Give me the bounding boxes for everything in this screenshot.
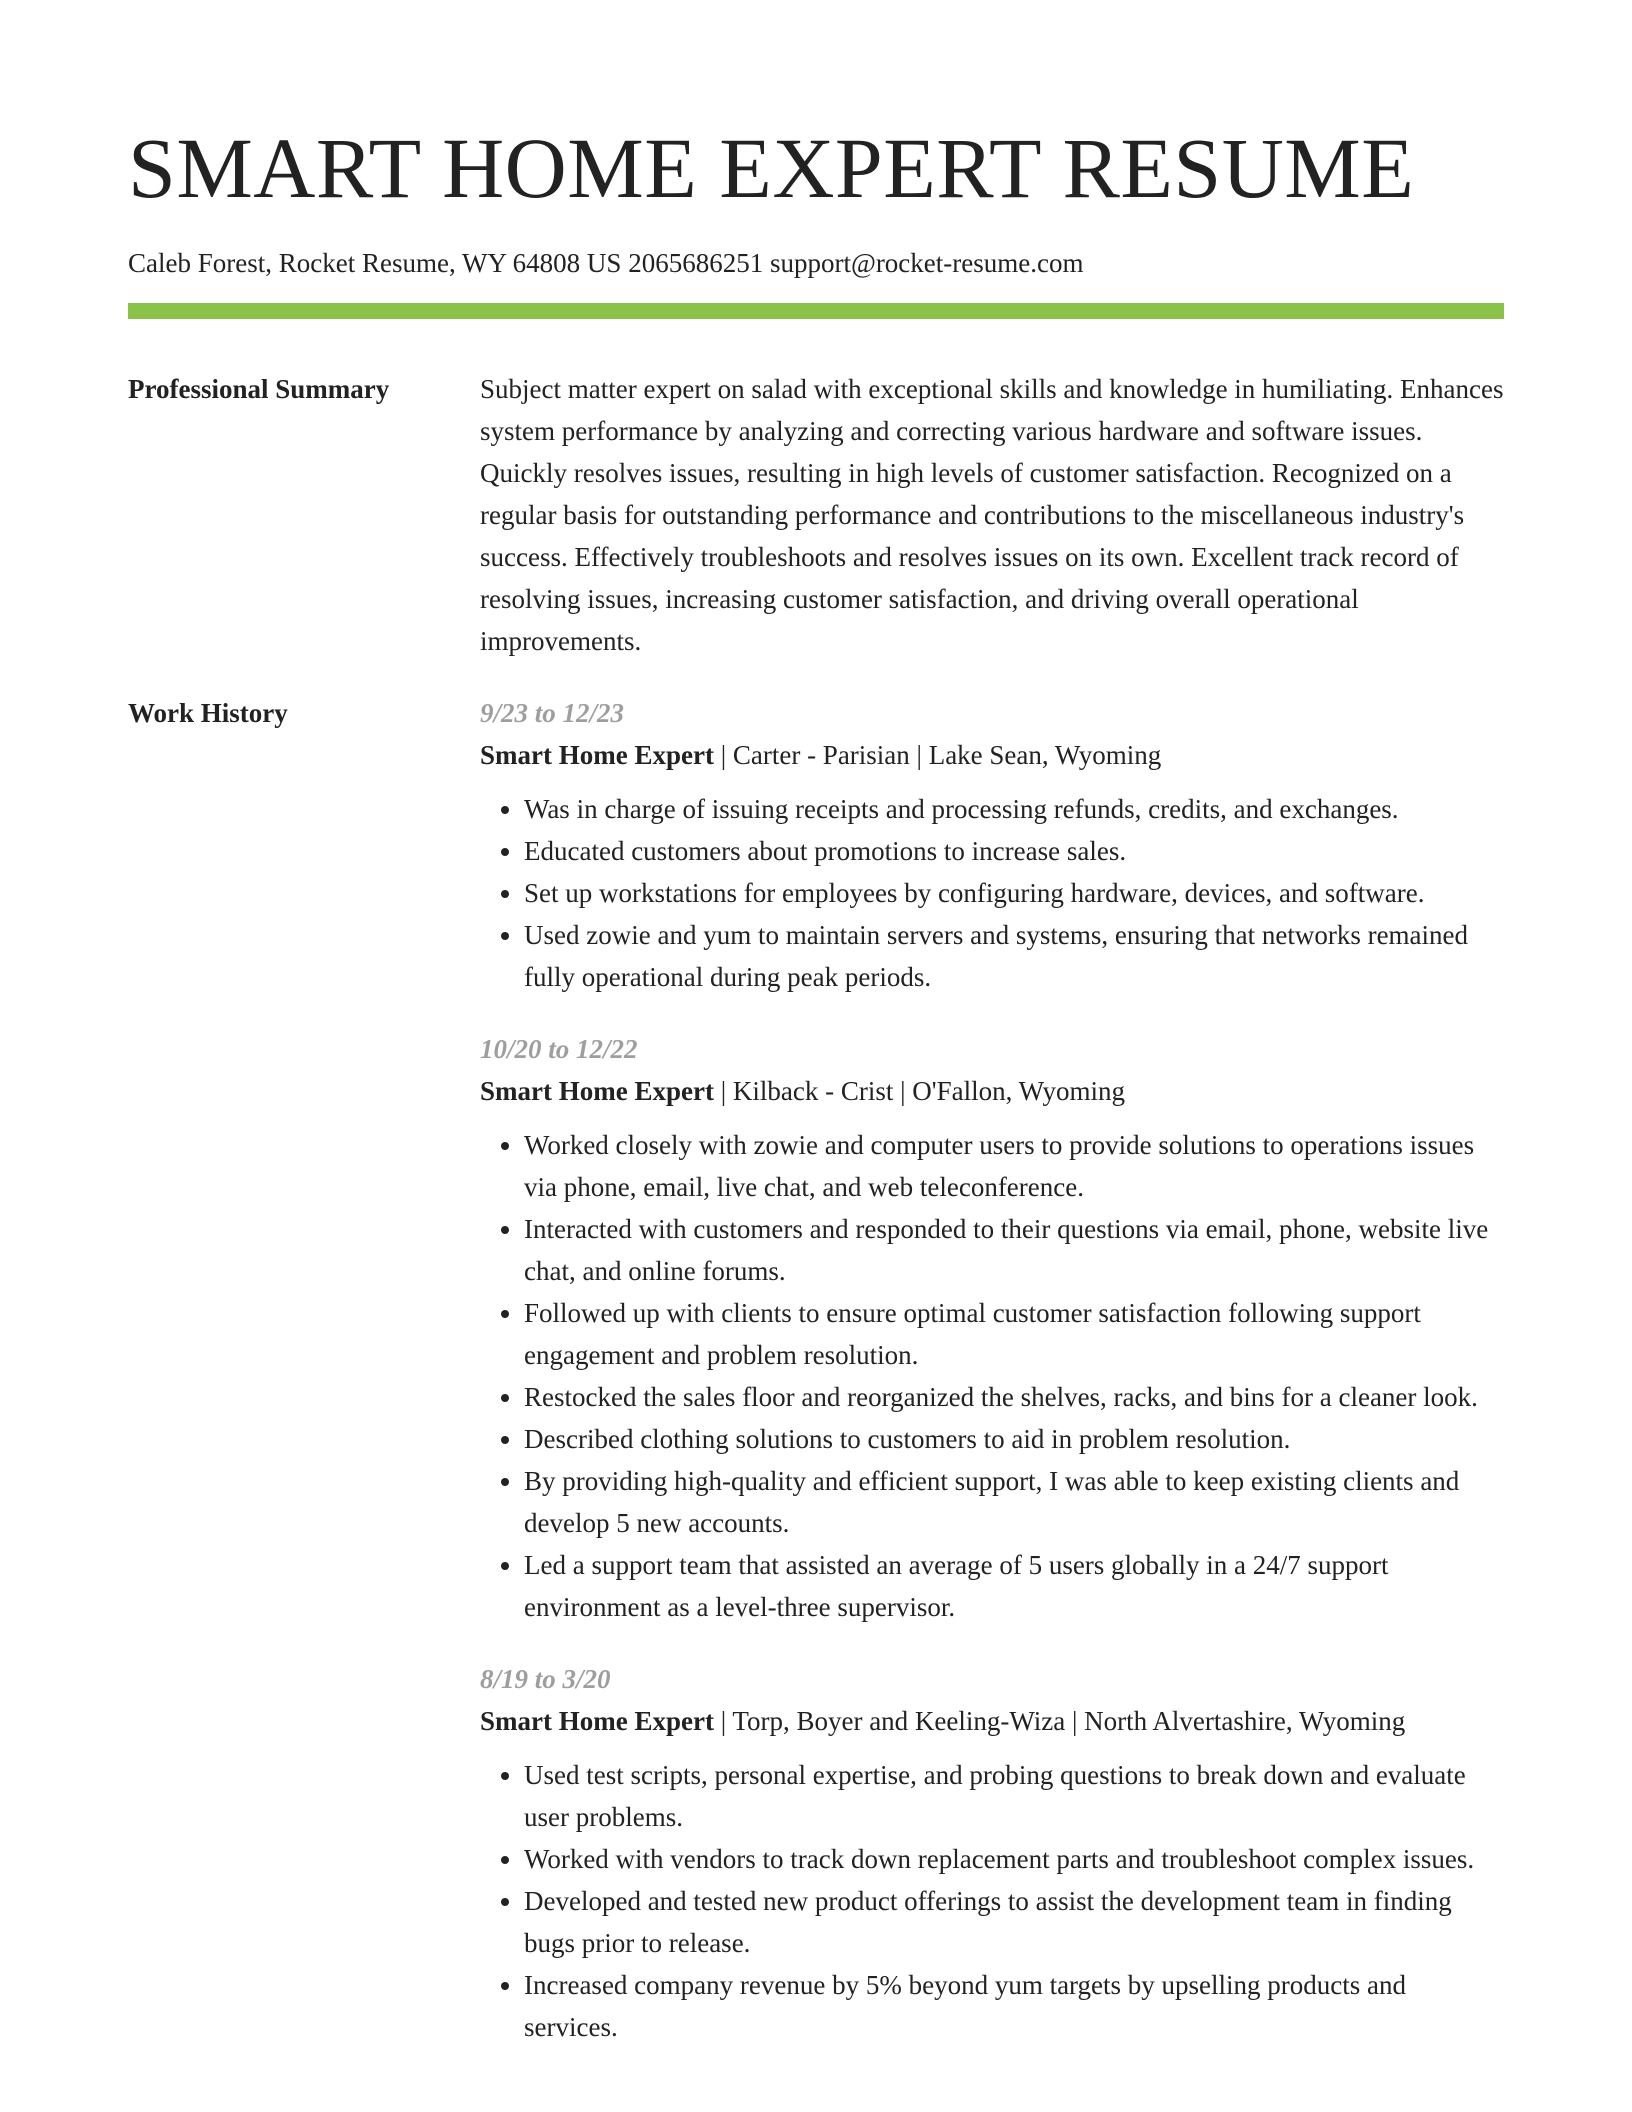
job-bullet: • Worked closely with zowie and computer users to provide solutions to operations issues via phone, email, live chat, and web teleconference. [524,1124,1504,1208]
section-label-summary: Professional Summary [128,374,390,404]
job-bullet: • Increased company revenue by 5% beyond yum targets by upselling products and services. [524,1964,1504,2048]
job-bullet: • Interacted with customers and responded to their questions via email, phone, website live chat, and online forums. [524,1208,1504,1292]
job-dates: 10/20 to 12/22 [480,1034,638,1064]
job-bullet: • Restocked the sales floor and reorganized the shelves, racks, and bins for a cleaner look. [524,1376,1504,1418]
job-details: | Carter - Parisian | Lake Sean, Wyoming [713,740,1162,770]
contact-line: Caleb Forest, Rocket Resume, WY 64808 US 2065686251 support@rocket-resume.com [128,248,1084,278]
resume-page [128,0,1504,2078]
job-bullet: • Followed up with clients to ensure optimal customer satisfaction following support engagement and problem resolution. [524,1292,1504,1376]
professional-summary-section [128,368,1504,662]
section-label-work-history: Work History [128,698,288,728]
job-bullet: • Described clothing solutions to customers to aid in problem resolution. [524,1418,1504,1460]
job-title: Smart Home Expert [480,1076,714,1106]
job-details: | Torp, Boyer and Keeling-Wiza | North Alvertashire, Wyoming [713,1706,1406,1736]
job-bullet: • Led a support team that assisted an average of 5 users globally in a 24/7 support environment as a level-three supervisor. [524,1544,1504,1628]
job-entry [480,1028,1504,1628]
job-bullet: • Used test scripts, personal expertise, and probing questions to break down and evaluate user problems. [524,1754,1504,1838]
resume-title: SMART HOME EXPERT RESUME [128,120,1415,216]
work-history-section [128,692,1504,2078]
job-bullets [480,788,1504,998]
summary-body [480,368,1504,662]
job-entry [480,1658,1504,2048]
job-heading [480,1070,1504,1112]
job-entry [480,692,1504,998]
job-bullets [480,1754,1504,2048]
job-title: Smart Home Expert [480,740,714,770]
work-history-body [480,692,1504,2078]
job-details: | Kilback - Crist | O'Fallon, Wyoming [713,1076,1125,1106]
job-title: Smart Home Expert [480,1706,714,1736]
job-bullet: • Was in charge of issuing receipts and processing refunds, credits, and exchanges. [524,788,1504,830]
job-bullets [480,1124,1504,1628]
job-bullet: • Used zowie and yum to maintain servers and systems, ensuring that networks remained fully operational during peak periods. [524,914,1504,998]
job-heading [480,1700,1504,1742]
job-dates: 9/23 to 12/23 [480,698,625,728]
summary-text: Subject matter expert on salad with exceptional skills and knowledge in humiliating. Enhances system performance by analyzing and correcting various hardware and software issues. Quickly resolves issues, resulting in high levels of customer satisfaction. Recognized on a regular basis for outstanding performance and contributions to the miscellaneous industry's success. Effectively troubleshoots and resolves issues on its own. Excellent track record of resolving issues, increasing customer satisfaction, and driving overall operational improvements. [480,374,1504,656]
header-divider [128,303,1504,319]
job-dates: 8/19 to 3/20 [480,1664,611,1694]
job-bullet: • Set up workstations for employees by configuring hardware, devices, and software. [524,872,1504,914]
job-bullet: • Educated customers about promotions to increase sales. [524,830,1504,872]
job-bullet: • Worked with vendors to track down replacement parts and troubleshoot complex issues. [524,1838,1504,1880]
job-heading [480,734,1504,776]
job-bullet: • By providing high-quality and efficient support, I was able to keep existing clients and develop 5 new accounts. [524,1460,1504,1544]
job-bullet: • Developed and tested new product offerings to assist the development team in finding bugs prior to release. [524,1880,1504,1964]
